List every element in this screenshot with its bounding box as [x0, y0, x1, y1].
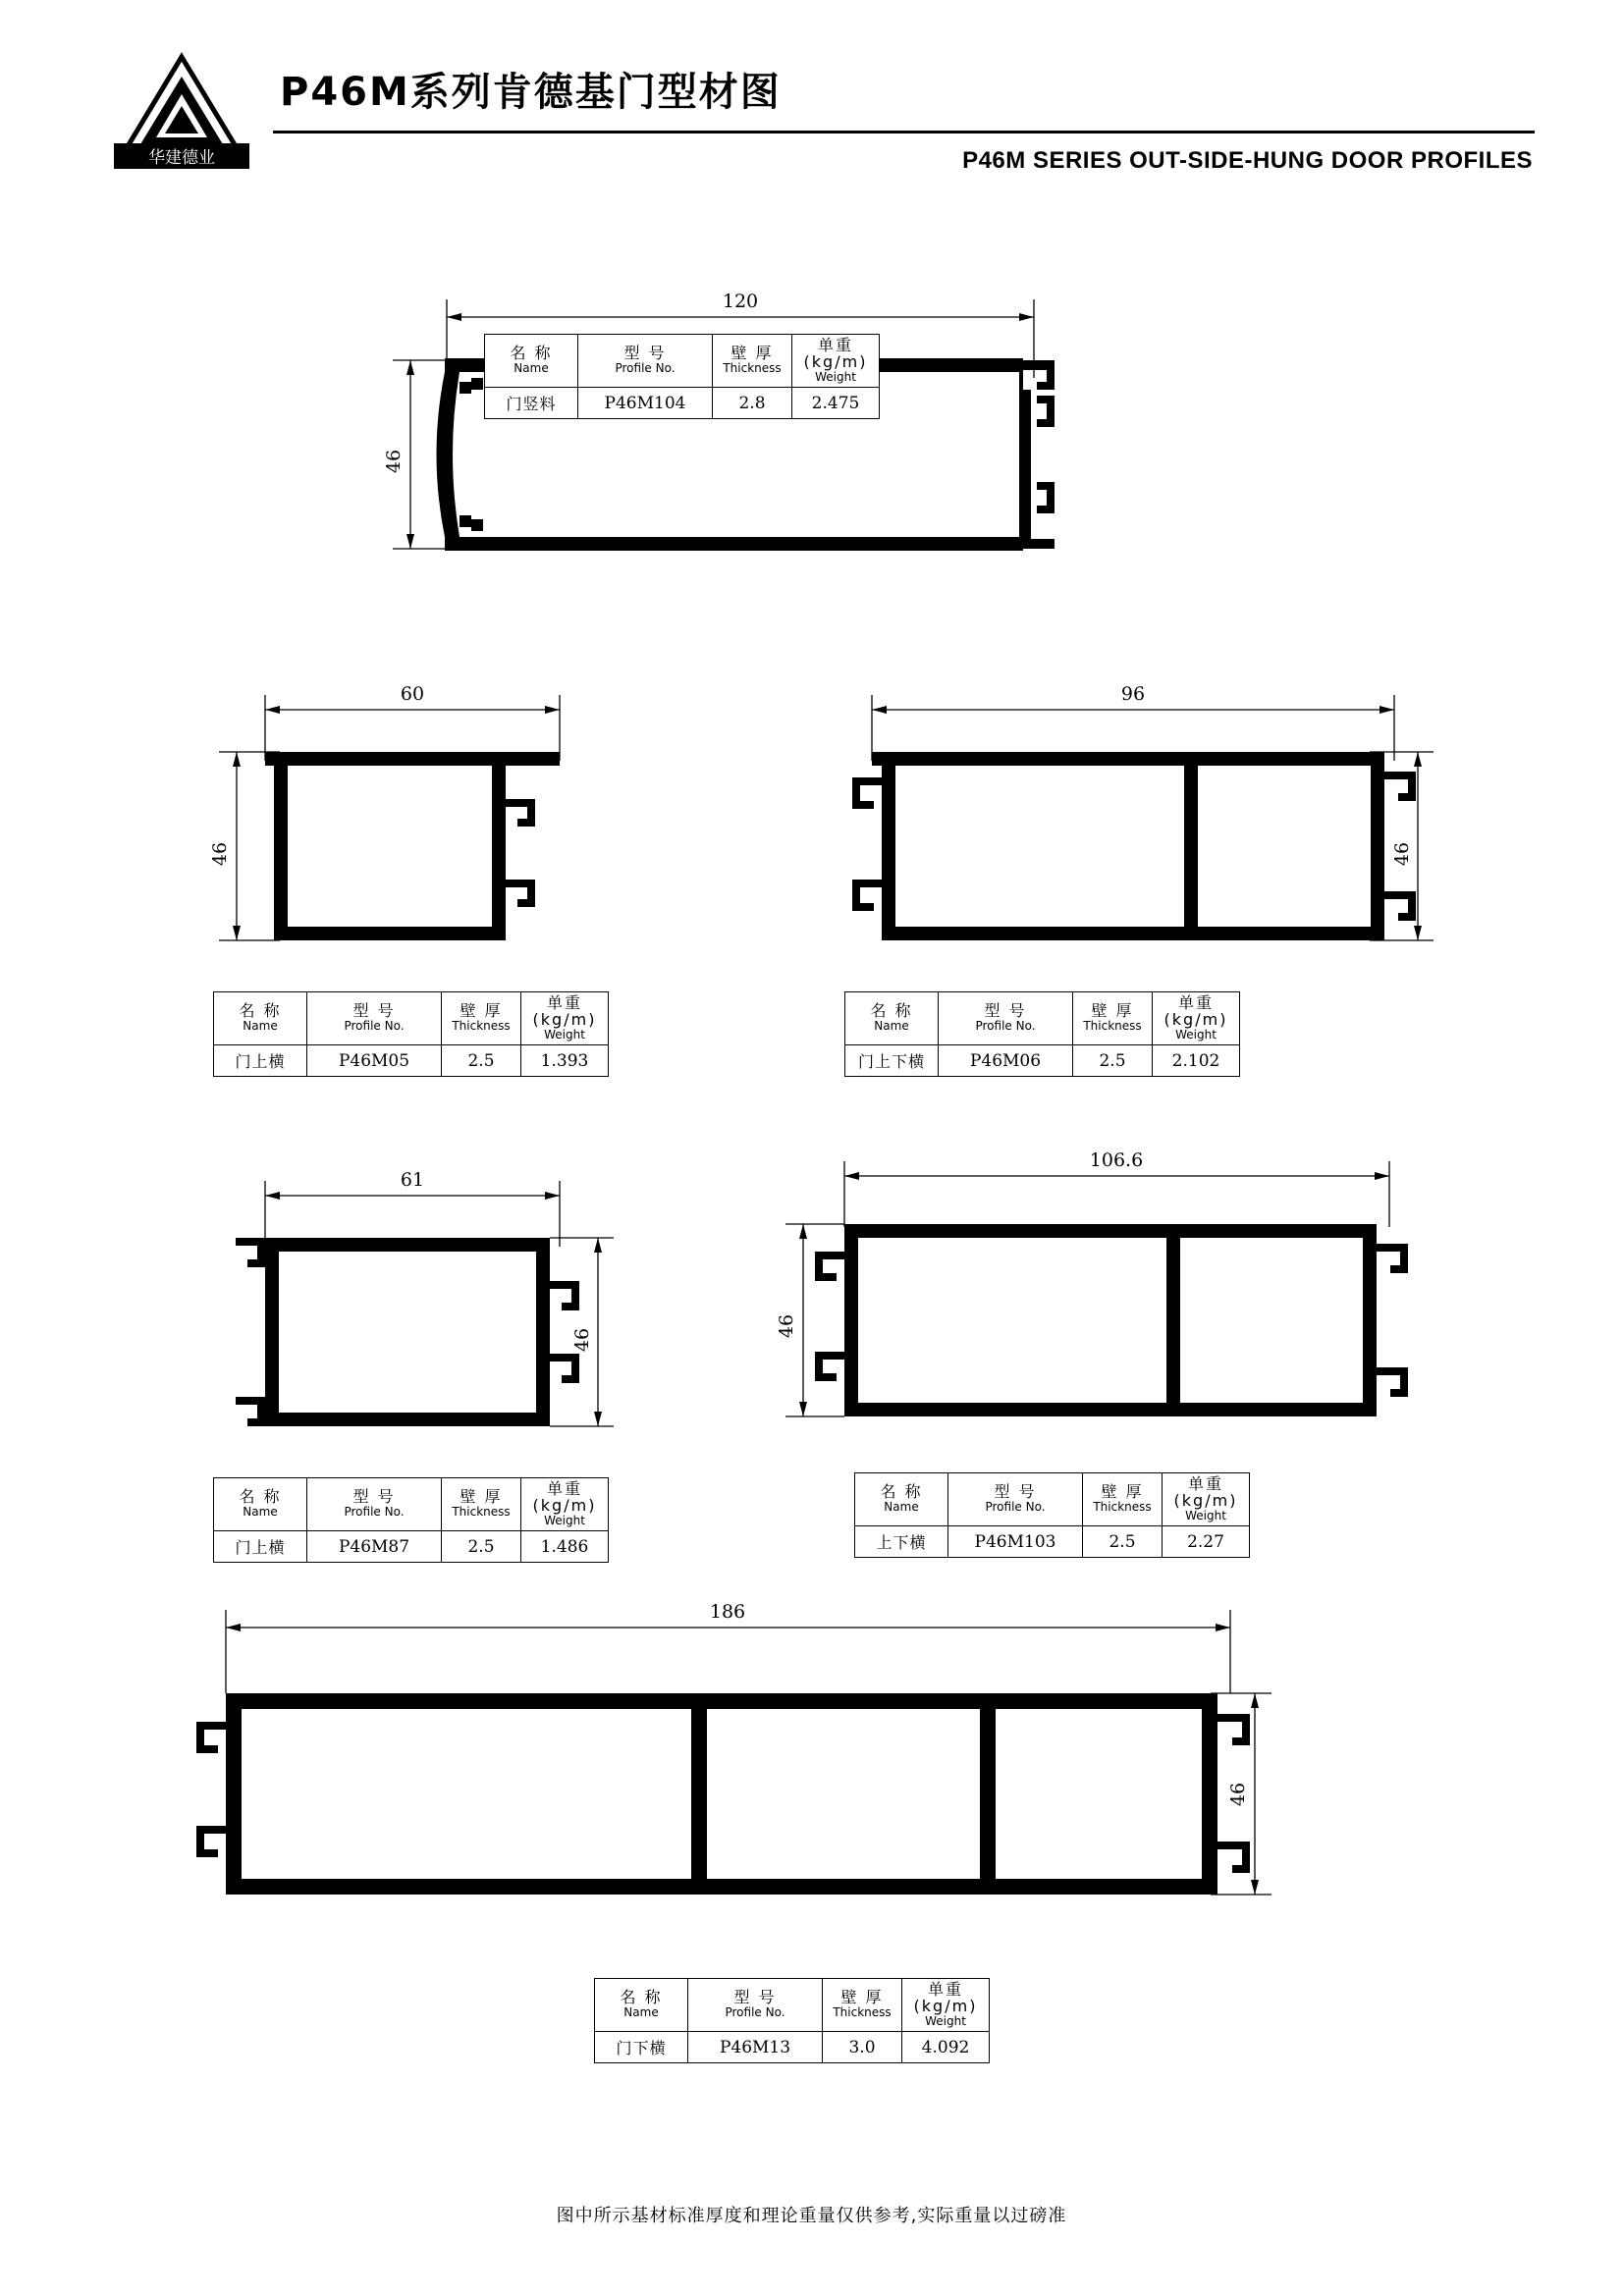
spec-table-p46m104: [484, 334, 880, 419]
spec-value-name: 门下横: [595, 2032, 688, 2063]
spec-header-weight: 单重(kg/m) Weight: [902, 1979, 990, 2032]
spec-value-thickness: 2.5: [442, 1045, 521, 1077]
spec-value-thickness: 3.0: [823, 2032, 902, 2063]
spec-header-name: 名 称 Name: [485, 335, 578, 388]
table-row: [595, 2032, 990, 2063]
spec-value-weight: 1.486: [521, 1531, 609, 1563]
dim-width-p46m06: 96: [1120, 683, 1146, 705]
spec-header-name: 名 称 Name: [595, 1979, 688, 2032]
spec-value-model: P46M104: [578, 388, 713, 419]
spec-header-model: 型 号 Profile No.: [939, 992, 1073, 1045]
spec-value-name: 门上横: [214, 1531, 307, 1563]
dim-width-p46m13: 186: [709, 1601, 746, 1623]
spec-header-thickness: 壁 厚 Thickness: [713, 335, 792, 388]
spec-value-thickness: 2.8: [713, 388, 792, 419]
spec-table-p46m103: [854, 1472, 1250, 1558]
spec-value-weight: 2.27: [1163, 1526, 1250, 1558]
spec-header-weight: 单重(kg/m) Weight: [792, 335, 880, 388]
table-row: [214, 1531, 609, 1563]
spec-value-name: 上下横: [855, 1526, 948, 1558]
spec-table-p46m13: [594, 1978, 990, 2063]
spec-value-model: P46M06: [939, 1045, 1073, 1077]
spec-value-thickness: 2.5: [1083, 1526, 1163, 1558]
spec-header-model: 型 号 Profile No.: [688, 1979, 823, 2032]
page-header: [0, 0, 1623, 211]
svg-text:华建德业: 华建德业: [148, 148, 215, 168]
dim-height-p46m103: 46: [776, 1313, 797, 1339]
dim-width-p46m103: 106.6: [1089, 1149, 1144, 1171]
table-row: [845, 1045, 1240, 1077]
spec-header-name: 名 称 Name: [214, 992, 307, 1045]
company-logo: [108, 51, 255, 174]
spec-header-thickness: 壁 厚 Thickness: [1083, 1473, 1163, 1526]
spec-header-name: 名 称 Name: [214, 1478, 307, 1531]
spec-value-thickness: 2.5: [1073, 1045, 1153, 1077]
figure-p46m06: [835, 677, 1443, 1072]
spec-header-weight: 单重(kg/m) Weight: [1153, 992, 1240, 1045]
spec-header-weight: 单重(kg/m) Weight: [1163, 1473, 1250, 1526]
spec-value-thickness: 2.5: [442, 1531, 521, 1563]
spec-table-p46m87: [213, 1477, 609, 1563]
figure-p46m104: [373, 280, 1159, 672]
spec-header-model: 型 号 Profile No.: [578, 335, 713, 388]
dim-height-p46m13: 46: [1227, 1782, 1249, 1807]
dim-height-p46m06: 46: [1391, 841, 1413, 867]
footer-note: 图中所示基材标准厚度和理论重量仅供参考,实际重量以过磅准: [556, 2206, 1067, 2226]
dim-height-p46m104: 46: [383, 449, 405, 474]
spec-header-weight: 单重(kg/m) Weight: [521, 992, 609, 1045]
spec-header-thickness: 壁 厚 Thickness: [442, 1478, 521, 1531]
figure-p46m05: [209, 677, 663, 1072]
spec-value-weight: 1.393: [521, 1045, 609, 1077]
page-subtitle: P46M SERIES OUT-SIDE-HUNG DOOR PROFILES: [962, 147, 1533, 174]
spec-header-model: 型 号 Profile No.: [307, 992, 442, 1045]
spec-value-model: P46M13: [688, 2032, 823, 2063]
page-title: P46M系列肯德基门型材图: [280, 70, 782, 115]
figure-p46m103: [776, 1144, 1424, 1553]
figure-p46m13: [191, 1590, 1350, 2058]
title-divider: [273, 131, 1535, 133]
spec-value-name: 门上横: [214, 1045, 307, 1077]
dim-width-p46m104: 120: [722, 291, 759, 312]
spec-value-model: P46M05: [307, 1045, 442, 1077]
spec-value-model: P46M87: [307, 1531, 442, 1563]
table-row: [855, 1526, 1250, 1558]
spec-header-thickness: 壁 厚 Thickness: [442, 992, 521, 1045]
spec-header-name: 名 称 Name: [845, 992, 939, 1045]
dim-height-p46m87: 46: [571, 1327, 593, 1353]
spec-value-model: P46M103: [948, 1526, 1083, 1558]
dim-height-p46m05: 46: [209, 841, 231, 867]
spec-value-weight: 4.092: [902, 2032, 990, 2063]
figure-p46m87: [211, 1163, 673, 1558]
spec-value-weight: 2.475: [792, 388, 880, 419]
spec-header-weight: 单重(kg/m) Weight: [521, 1478, 609, 1531]
spec-value-name: 门竖料: [485, 388, 578, 419]
spec-header-model: 型 号 Profile No.: [948, 1473, 1083, 1526]
spec-table-p46m06: [844, 991, 1240, 1077]
table-row: [214, 1045, 609, 1077]
dim-width-p46m05: 60: [400, 683, 425, 705]
spec-value-name: 门上下横: [845, 1045, 939, 1077]
spec-header-thickness: 壁 厚 Thickness: [1073, 992, 1153, 1045]
spec-table-p46m05: [213, 991, 609, 1077]
spec-header-model: 型 号 Profile No.: [307, 1478, 442, 1531]
table-row: [485, 388, 880, 419]
spec-header-name: 名 称 Name: [855, 1473, 948, 1526]
spec-value-weight: 2.102: [1153, 1045, 1240, 1077]
spec-header-thickness: 壁 厚 Thickness: [823, 1979, 902, 2032]
dim-width-p46m87: 61: [400, 1169, 425, 1191]
